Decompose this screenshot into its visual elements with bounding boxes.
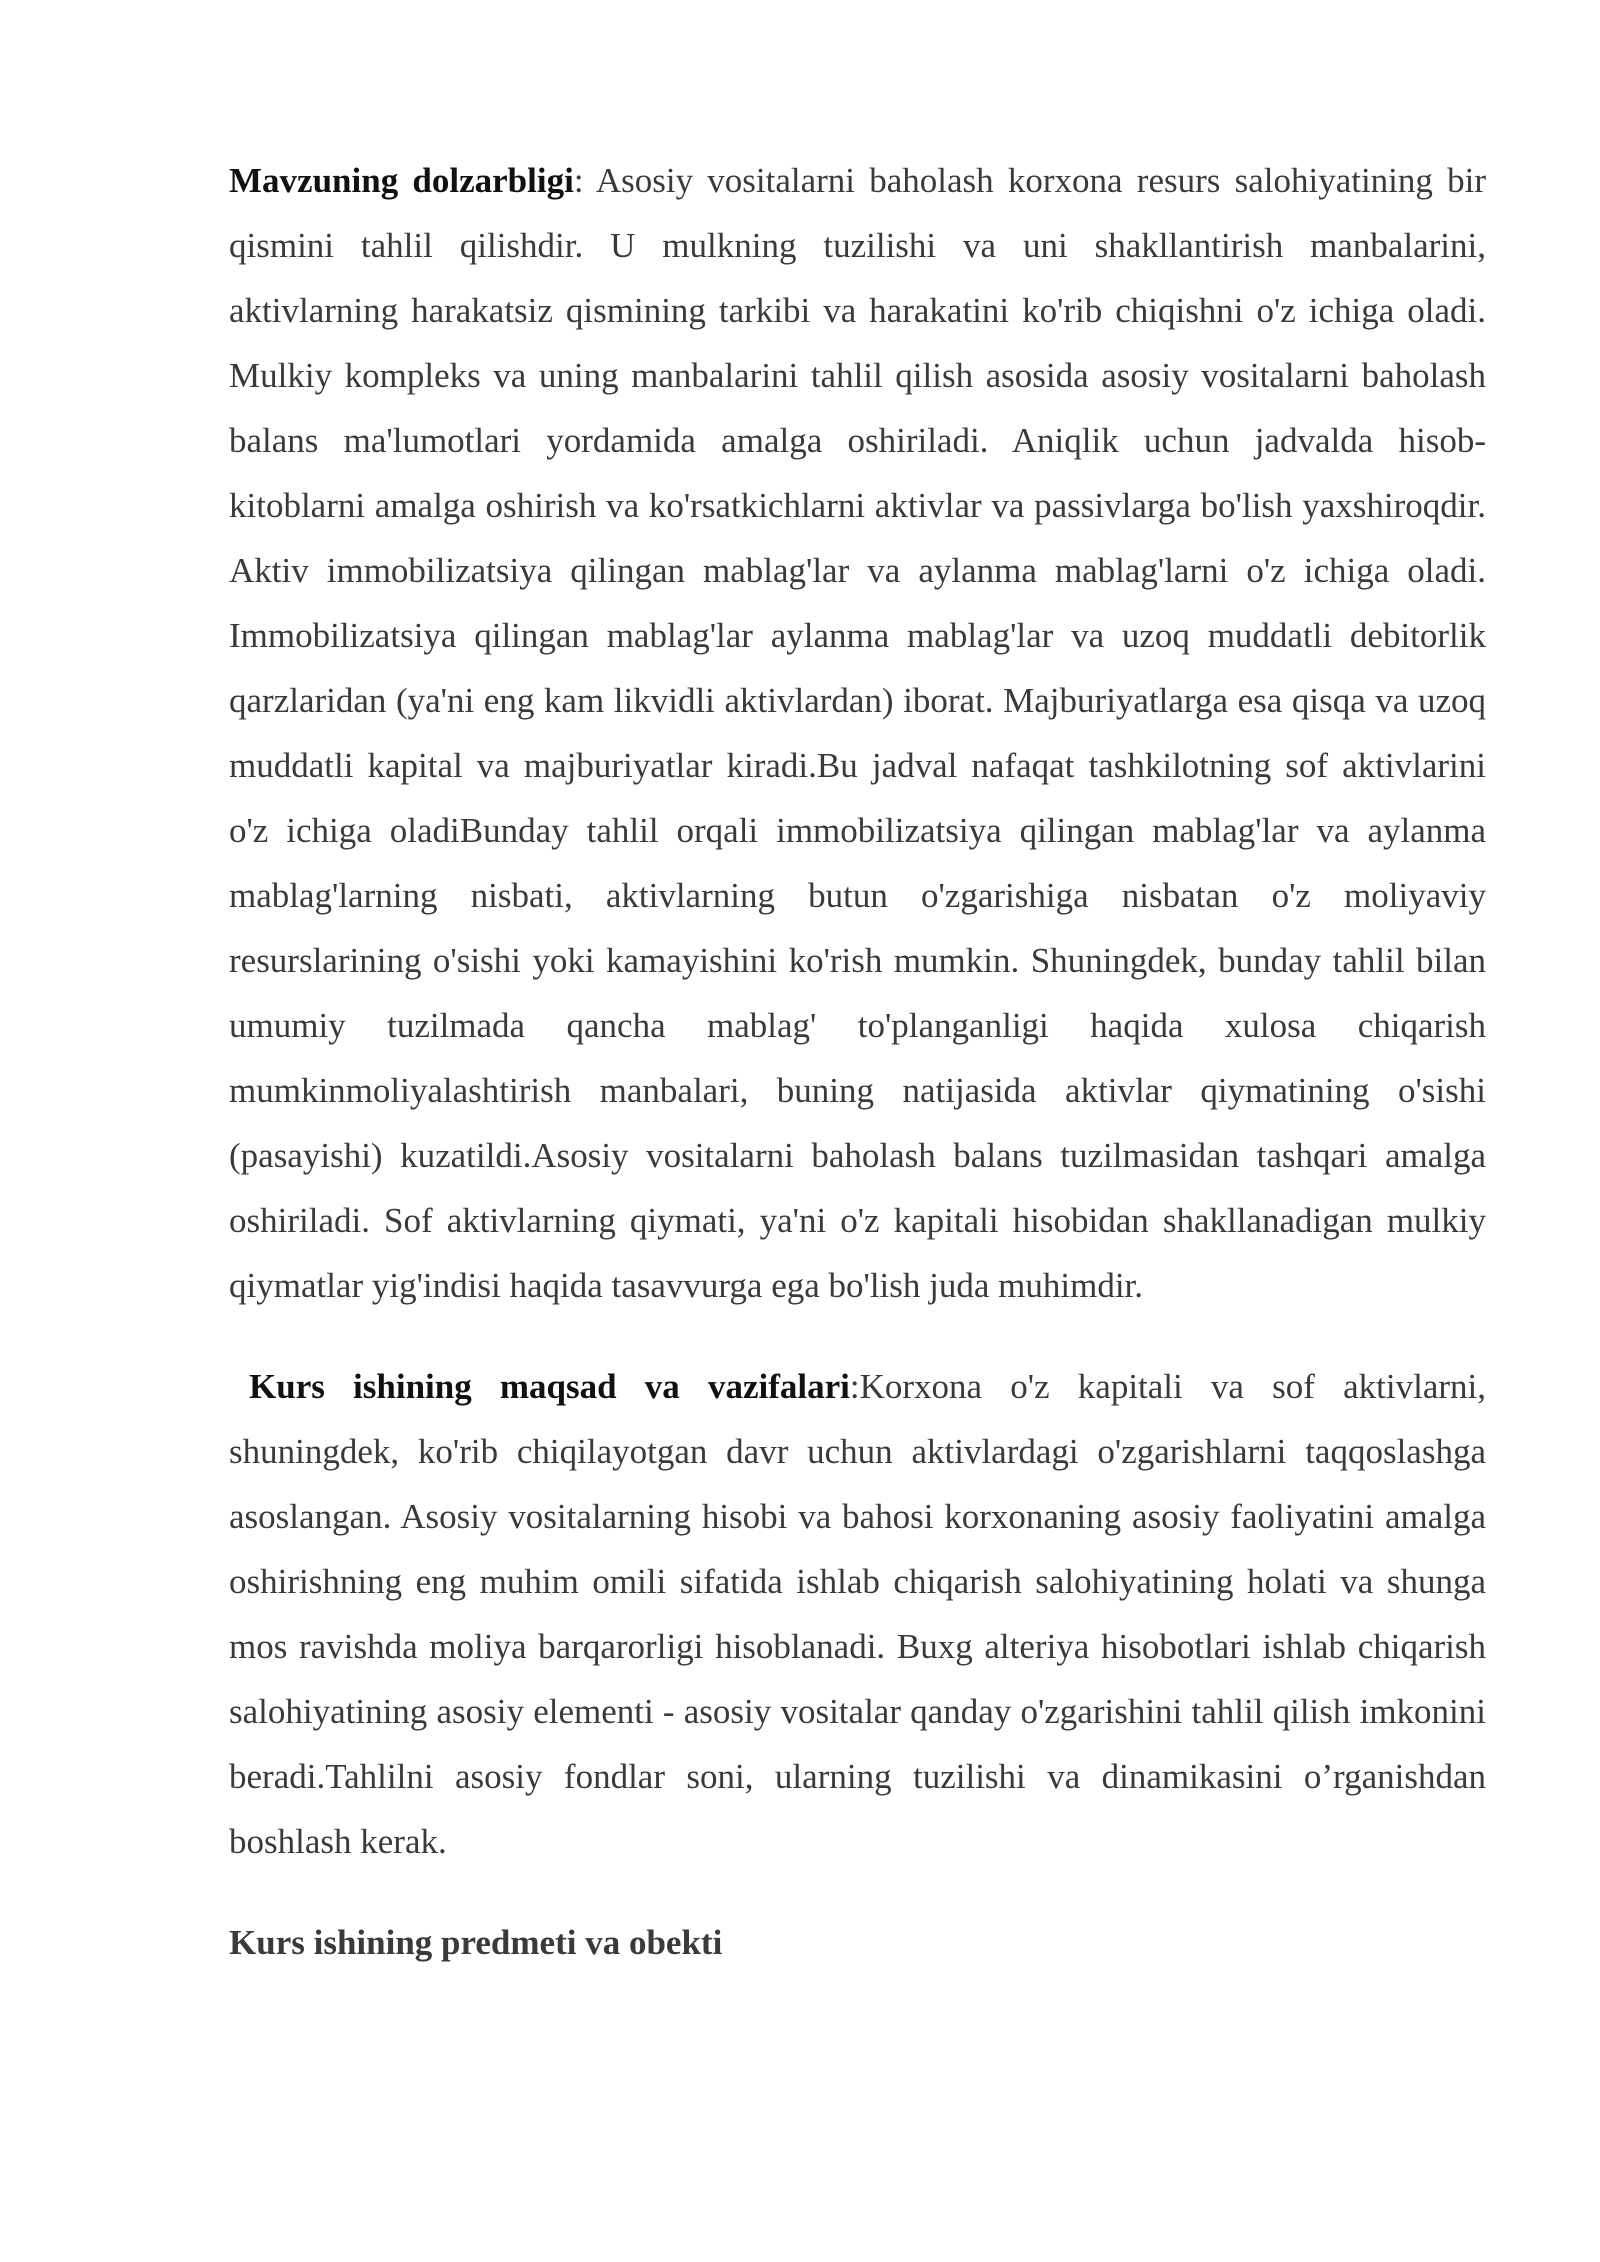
document-page bbox=[229, 148, 1486, 1975]
relevance-body: Asosiy vositalarni baholash korxona resurs salohiyatining bir qismini tahlil qilishdir. U mulkning tuzilishi va uni shakllantirish manbalarini, aktivlarning harakatsiz qismining tarkibi va harakatini ko'rib chiqishni o'z ichiga oladi. Mulkiy kompleks va uning manbalarini tahlil qilish asosida asosiy vositalarni baholash balans ma'lumotlari yordamida amalga oshiriladi. Aniqlik uchun jadvalda hisob-kitoblarni amalga oshirish va ko'rsatkichlarni aktivlar va passivlarga bo'lish yaxshiroqdir. Aktiv immobilizatsiya qilingan mablag'lar va aylanma mablag'larni o'z ichiga oladi. Immobilizatsiya qilingan mablag'lar aylanma mablag'lar va uzoq muddatli debitorlik qarzlaridan (ya'ni eng kam likvidli aktivlardan) iborat. Majburiyatlarga esa qisqa va uzoq muddatli kapital va majburiyatlar kiradi.Bu jadval nafaqat tashkilotning sof aktivlarini o'z ichiga oladiBunday tahlil orqali immobilizatsiya qilingan mablag'lar va aylanma mablag'larning nisbati, aktivlarning butun o'zgarishiga nisbatan o'z moliyaviy resurslarining o'sishi yoki kamayishini ko'rish mumkin. Shuningdek, bunday tahlil bilan umumiy tuzilmada qancha mablag' to'planganligi haqida xulosa chiqarish mumkinmoliyalashtirish manbalari, buning natijasida aktivlar qiymatining o'sishi (pasayishi) kuzatildi.Asosiy vositalarni baholash balans tuzilmasidan tashqari amalga oshiriladi. Sof aktivlarning qiymati, ya'ni o'z kapitali hisobidan shakllanadigan mulkiy qiymatlar yig'indisi haqida tasavvurga ega bo'lish juda muhimdir. bbox=[229, 161, 1486, 1305]
goals-label: Kurs ishining maqsad va vazifalari bbox=[249, 1367, 850, 1406]
relevance-separator: : bbox=[573, 161, 584, 200]
relevance-paragraph bbox=[229, 148, 1486, 1318]
goals-separator: : bbox=[849, 1367, 860, 1406]
goals-paragraph bbox=[229, 1354, 1486, 1874]
goals-body: Korxona o'z kapitali va sof aktivlarni, shuningdek, ko'rib chiqilayotgan davr uchun aktivlardagi o'zgarishlarni taqqoslashga asoslangan. Asosiy vositalarning hisobi va bahosi korxonaning asosiy faoliyatini amalga oshirishning eng muhim omili sifatida ishlab chiqarish salohiyatining holati va shunga mos ravishda moliya barqarorligi hisoblanadi. Buxg alteriya hisobotlari ishlab chiqarish salohiyatining asosiy elementi - asosiy vositalar qanday o'zgarishini tahlil qilish imkonini beradi.Tahlilni asosiy fondlar soni, ularning tuzilishi va dinamikasini o’rganishdan boshlash kerak. bbox=[229, 1367, 1486, 1861]
relevance-label: Mavzuning dolzarbligi bbox=[229, 161, 574, 200]
subject-heading: Kurs ishining predmeti va obekti bbox=[229, 1923, 723, 1962]
